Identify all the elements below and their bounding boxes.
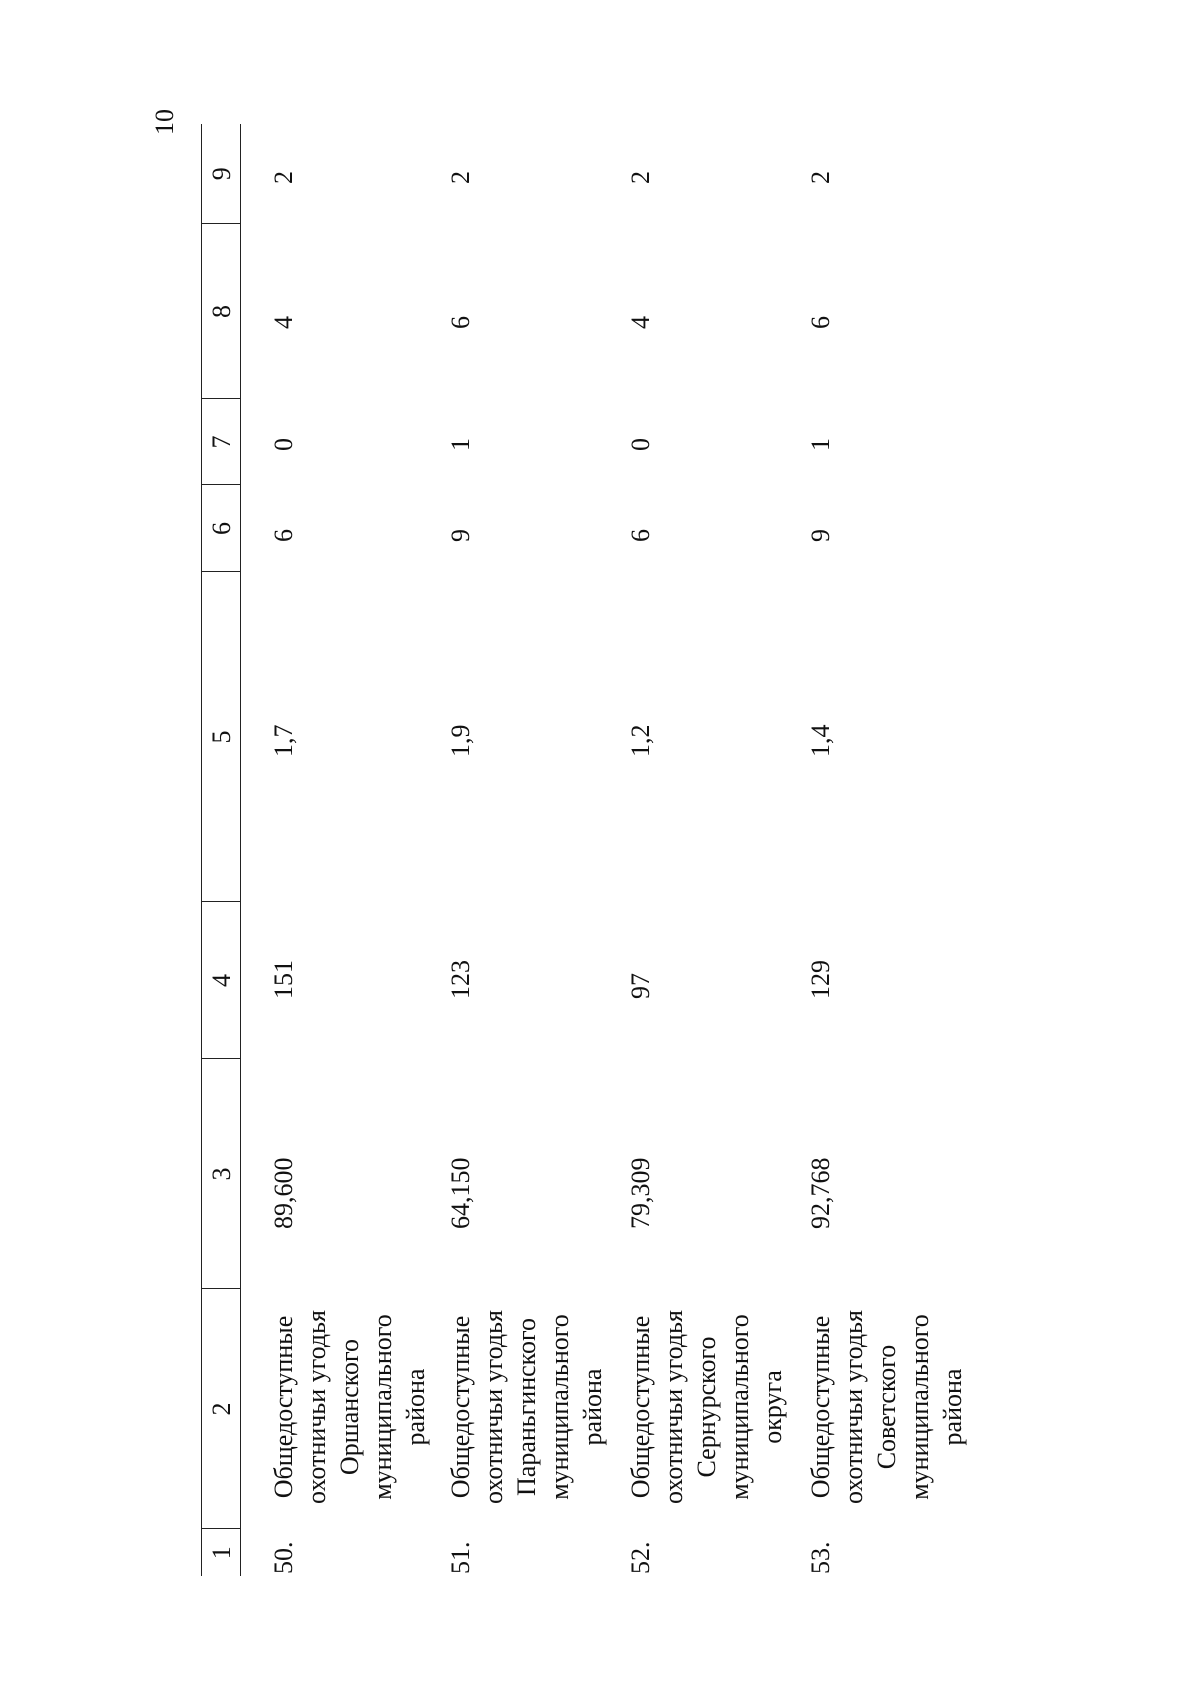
row-number: 51. bbox=[446, 1541, 475, 1574]
cell-col-3: 92,768 bbox=[806, 1157, 835, 1229]
cell-col-5: 1,2 bbox=[626, 724, 655, 757]
cell-col-7: 0 bbox=[269, 438, 298, 451]
cell-col-9: 2 bbox=[626, 171, 655, 184]
row-number: 52. bbox=[626, 1541, 655, 1574]
page-number: 10 bbox=[150, 109, 179, 135]
table-row bbox=[432, 124, 612, 1576]
cell-col-6: 9 bbox=[806, 529, 835, 542]
cell-col-6: 9 bbox=[446, 529, 475, 542]
header-col-2: 2 bbox=[202, 1289, 241, 1529]
table-row bbox=[241, 124, 433, 1576]
cell-col-7: 1 bbox=[806, 438, 835, 451]
header-col-9: 9 bbox=[202, 124, 241, 224]
cell-col-5: 1,9 bbox=[446, 724, 475, 757]
cell-col-6: 6 bbox=[626, 529, 655, 542]
cell-col-3: 64,150 bbox=[446, 1157, 475, 1229]
cell-col-7: 0 bbox=[626, 438, 655, 451]
cell-col-7: 1 bbox=[446, 438, 475, 451]
ground-name: Общедоступные охотничьи угодья Сернурского муниципального округа bbox=[626, 1310, 787, 1504]
cell-col-8: 6 bbox=[806, 316, 835, 329]
cell-col-4: 129 bbox=[806, 960, 835, 999]
header-col-7: 7 bbox=[202, 399, 241, 485]
cell-col-5: 1,4 bbox=[806, 724, 835, 757]
header-col-1: 1 bbox=[202, 1529, 241, 1576]
table-row bbox=[612, 124, 792, 1576]
cell-col-3: 79,309 bbox=[626, 1157, 655, 1229]
table-row bbox=[792, 124, 972, 1576]
cell-col-8: 4 bbox=[269, 316, 298, 329]
hunting-grounds-table bbox=[201, 124, 972, 1576]
cell-col-5: 1,7 bbox=[269, 724, 298, 757]
row-number: 50. bbox=[269, 1541, 298, 1574]
cell-col-9: 2 bbox=[269, 171, 298, 184]
header-col-6: 6 bbox=[202, 485, 241, 572]
cell-col-6: 6 bbox=[269, 529, 298, 542]
ground-name: Общедоступные охотничьи угодья Параньгинского муниципального района bbox=[446, 1310, 607, 1504]
rotated-table-container bbox=[201, 124, 1081, 1576]
cell-col-3: 89,600 bbox=[269, 1157, 298, 1229]
cell-col-8: 4 bbox=[626, 316, 655, 329]
cell-col-4: 123 bbox=[446, 960, 475, 999]
header-col-8: 8 bbox=[202, 224, 241, 399]
header-col-3: 3 bbox=[202, 1059, 241, 1289]
cell-col-4: 97 bbox=[626, 973, 655, 999]
cell-col-8: 6 bbox=[446, 316, 475, 329]
header-col-4: 4 bbox=[202, 902, 241, 1059]
table-header-row bbox=[202, 124, 241, 1576]
row-number: 53. bbox=[806, 1541, 835, 1574]
cell-col-9: 2 bbox=[446, 171, 475, 184]
cell-col-9: 2 bbox=[806, 171, 835, 184]
cell-col-4: 151 bbox=[269, 960, 298, 999]
header-col-5: 5 bbox=[202, 572, 241, 902]
ground-name: Общедоступные охотничьи угодья Оршанского муниципального района bbox=[269, 1310, 430, 1504]
ground-name: Общедоступные охотничьи угодья Советского муниципального района bbox=[806, 1310, 967, 1504]
